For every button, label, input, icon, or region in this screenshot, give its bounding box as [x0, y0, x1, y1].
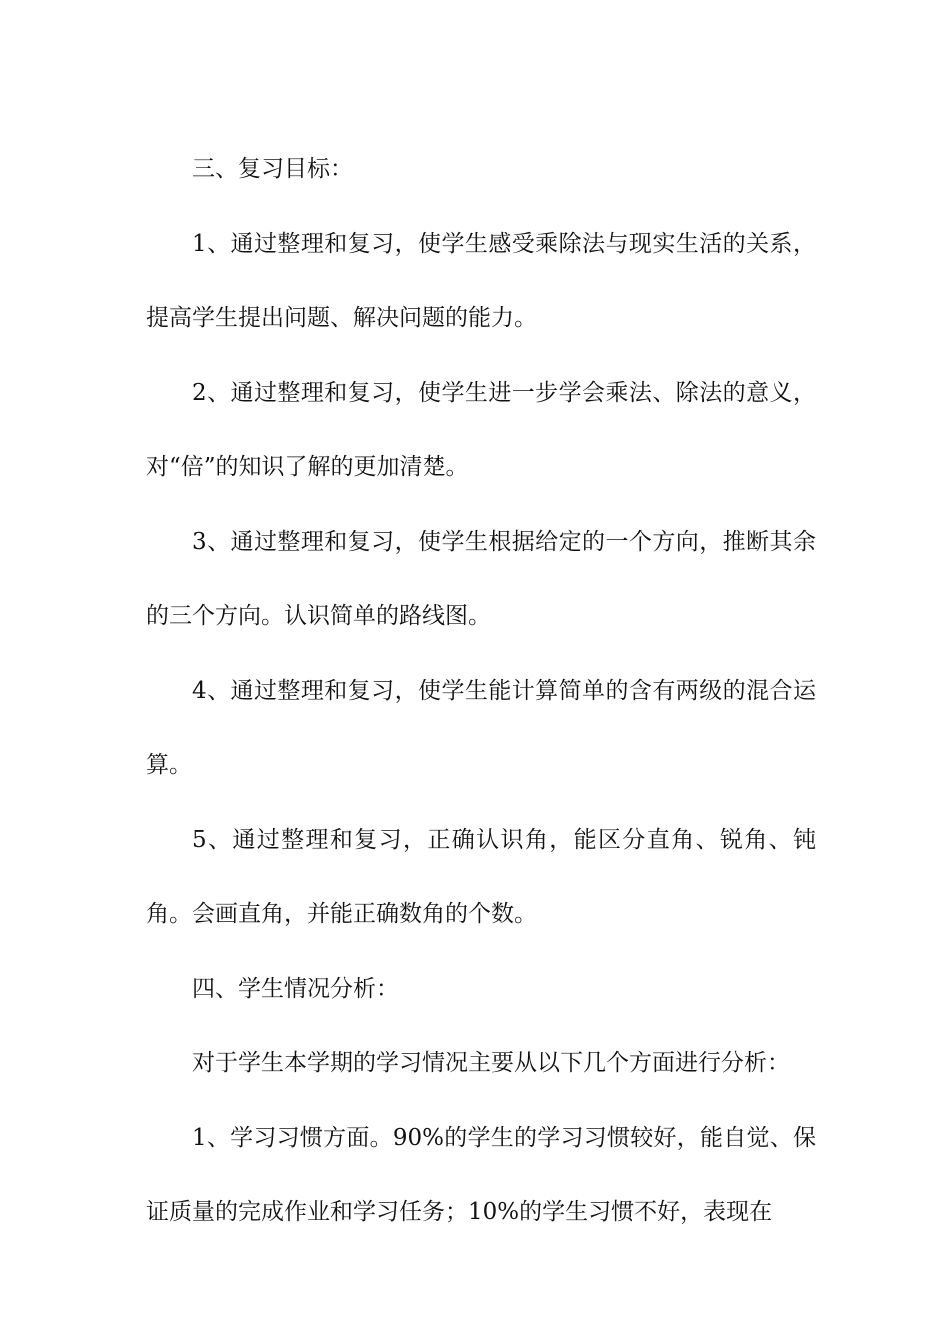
analysis-item-1: 1、学习习惯方面。90%的学生的学习习惯较好，能自觉、保证质量的完成作业和学习任务；10%的学生习惯不好，表现在: [146, 1124, 816, 1225]
goal-item-4: 4、通过整理和复习，使学生能计算简单的含有两级的混合运算。: [146, 677, 816, 778]
goal-item-1: 1、通过整理和复习，使学生感受乘除法与现实生活的关系，提高学生提出问题、解决问题的能力。: [146, 230, 816, 331]
goal-item-3: 3、通过整理和复习，使学生根据给定的一个方向，推断其余的三个方向。认识简单的路线图。: [146, 528, 816, 629]
goal-item-5: 5、通过整理和复习，正确认识角，能区分直角、锐角、钝角。会画直角，并能正确数角的个数。: [146, 826, 816, 927]
section-heading-review-goals: 三、复习目标：: [192, 156, 353, 182]
analysis-intro: 对于学生本学期的学习情况主要从以下几个方面进行分析：: [192, 1050, 790, 1076]
section-heading-student-analysis: 四、学生情况分析：: [192, 975, 399, 1002]
document-body: [146, 132, 816, 1250]
goal-item-2: 2、通过整理和复习，使学生进一步学会乘法、除法的意义，对“倍”的知识了解的更加清楚。: [146, 379, 816, 480]
